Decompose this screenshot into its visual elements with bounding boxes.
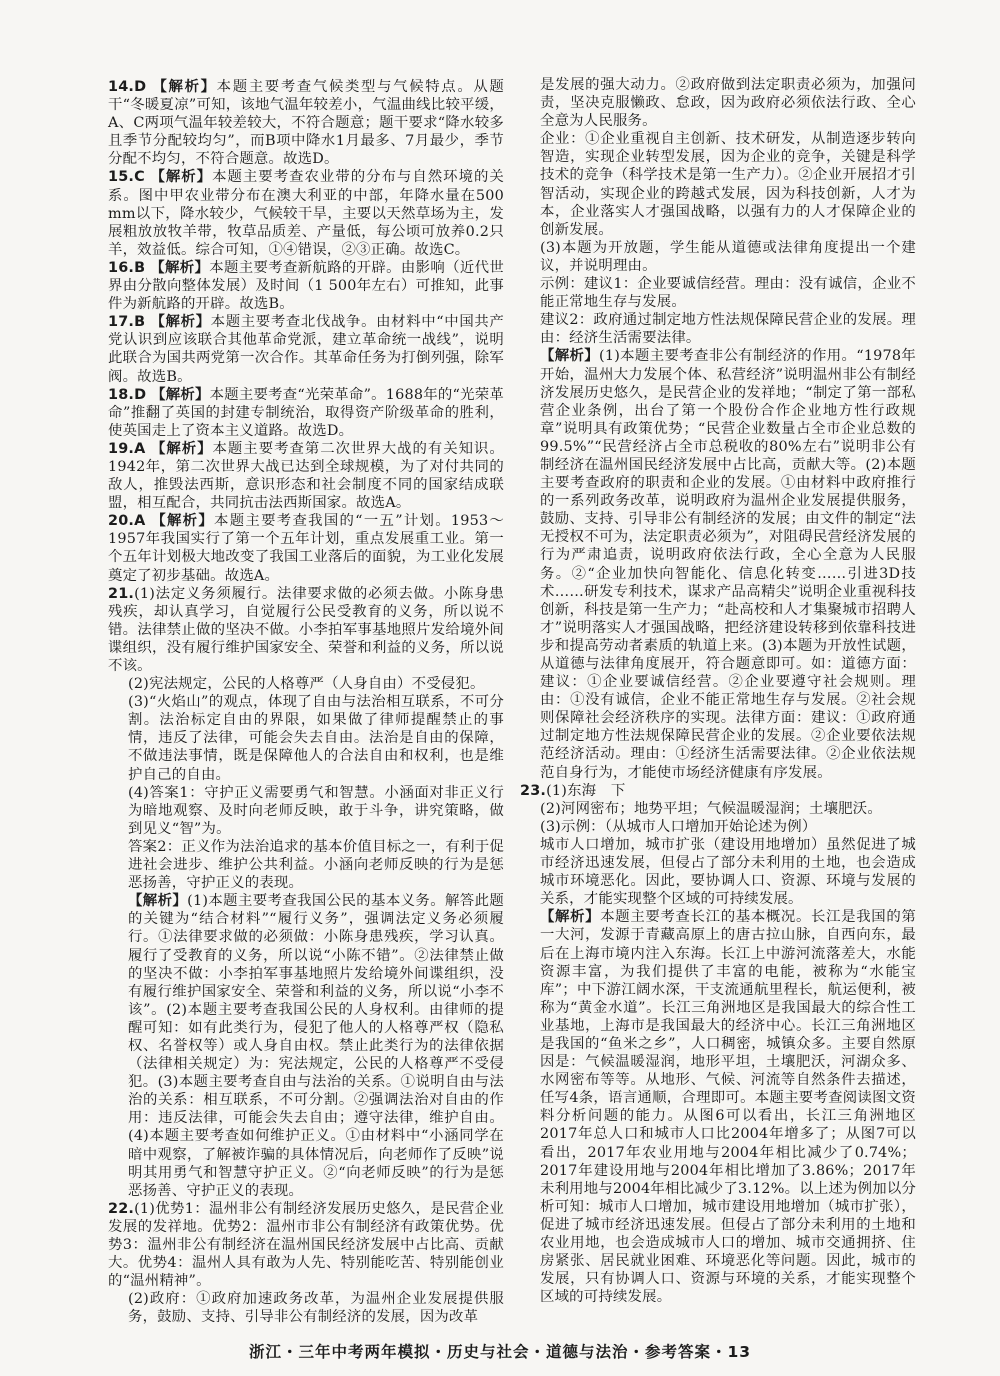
analysis-tag: 【解析】 [540, 347, 600, 365]
answer-text: 本题主要考查长江的基本概况。长江是我国的第一大河，发源于青藏高原上的唐古拉山脉，自西向东，最后在上海市境内注入东海。长江上中游河流落差大，水能资源丰富，为我们提供了丰富的电能，被称为“水能宝库”；中下游江阔水深，干支流通航里程长，航运便利，被称为“黄金水道”。长江三角洲地区是我国最大的综合性工业基地，上海市是我国最大的经济中心。长江三角洲地区是我国的“鱼米之乡”，人口稠密，城镇众多。主要自然原因是：气候温暖湿润，地形平坦，土壤肥沃，河湖众多、水网密布等等。从地形、气候、河流等自然条件去描述，任写4条，语言通顺，合理即可。本题主要考查阅读图文资料分析问题的能力。从图6可以看出，长江三角洲地区2017年总人口和城市人口比2004年增多了；从图7可以看出，2017年农业用地与2004年相比减少了0.74%；2017年建设用地与2004年相比增加了3.86%；2017年未利用地与2004年相比减少了3.12%。以上述为例加以分析可知：城市人口增加，城市建设用地增加（城市扩张），促进了城市经济迅速发展。但侵占了部分未利用的土地和农业用地，也会造成城市人口的增加、城市交通拥挤、住房紧张、居民就业困难、环境恶化等问题。因此，城市的发展，只有协调人口、资源与环境的关系，才能实现整个区域的可持续发展。 [540, 909, 916, 1306]
answer-text: (1)东海 下 [546, 782, 626, 799]
answer-paragraph [520, 130, 916, 239]
answer-text: 示例：建议1：企业要诚信经营。理由：没有诚信，企业不能正常地生存与发展。 [540, 276, 916, 311]
analysis-tag: 【解析】 [150, 168, 213, 186]
answer-paragraph [108, 78, 504, 168]
answer-text: (1)法定义务须履行。法律要求做的必须去做。小陈身患残疾，却认真学习，自觉履行公民受教育的义务，所以说不错。法律禁止做的坚决不做。小李拍军事基地照片发给境外间谍组织，没有履行维护国家安全、荣誉和利益的义务，所以说不该。 [108, 585, 504, 674]
analysis-tag: 【解析】 [150, 313, 211, 331]
question-number: 19. [108, 440, 135, 457]
answer-text: 建议2：政府通过制定地方性法规保障民营企业的发展。理由：经济生活需要法律。 [540, 312, 916, 347]
answer-text: (3)本题为开放题，学生能从道德或法律角度提出一个建议，并说明理由。 [540, 239, 916, 274]
question-number: 17. [108, 314, 135, 331]
answer-letter: D [134, 79, 147, 95]
question-number: 22. [108, 1200, 135, 1217]
answer-paragraph [108, 1290, 504, 1326]
analysis-tag: 【解析】 [151, 385, 210, 403]
answer-text: 本题主要考查农业带的分布与自然环境的关系。图中甲农业带分布在澳大利亚的中部，年降水量在500 mm以下，降水较少，气候较干旱，主要以天然草场为主，发展粗放放牧羊带，牧草品质差、产量低，每公顷可放养0.2只羊，效益低。综合可知，①④错误，②③正确。故选C。 [108, 169, 504, 258]
answer-paragraph [108, 892, 504, 1200]
answer-text: 本题主要考查气候类型与气候特点。从题干“冬暖夏凉”可知，该地气温年较差小，气温曲线比较平缓，A、C两项气温年较差较大，不符合题意；题干要求“降水较多且季节分配较均匀”，而B项中降水1月最多、7月最少，季节分配不均匀，不符合题意。故选D。 [108, 79, 504, 168]
page-footer [0, 1340, 1000, 1362]
answer-paragraph [520, 818, 916, 836]
left-column [108, 78, 504, 1326]
question-number: 16. [108, 259, 135, 276]
answer-text: (2)政府：①政府加速政务改革，为温州企业发展提供服务，鼓励、支持、引导非公有制经济的发展，因为改革 [128, 1291, 504, 1326]
answer-paragraph [108, 838, 504, 892]
answer-paragraph [108, 693, 504, 783]
answer-text: (2)河网密布；地势平坦；气候温暖湿润；土壤肥沃。 [540, 800, 882, 817]
answer-text: 本题主要考查“光荣革命”。1688年的“光荣革命”推翻了英国的封建专制统治，取得资产阶级革命的胜利，使英国走上了资本主义道路。故选D。 [108, 386, 504, 439]
answer-text: 城市人口增加，城市扩张（建设用地增加）虽然促进了城市经济迅速发展，但侵占了部分未利用的土地，也会造成城市环境恶化。因此，要协调人口、资源、环境与发展的关系，才能实现整个区域的可持续发展。 [540, 836, 916, 908]
answer-paragraph [108, 259, 504, 313]
answer-paragraph [520, 800, 916, 818]
answer-paragraph [520, 347, 916, 781]
answer-text: (1)优势1：温州非公有制经济发展历史悠久，是民营企业发展的发祥地。优势2：温州市非公有制经济有政策优势。优势3：温州非公有制经济在温州国民经济发展中占比高、贡献大。优势4：温州人具有敢为人先、特别能吃苦、特别能创业的“温州精神”。 [108, 1200, 504, 1290]
answer-text: 答案2：正义作为法治追求的基本价值目标之一，有利于促进社会进步、维护公共利益。小涵向老师反映的行为是惩恶扬善，守护正义的表现。 [128, 838, 504, 892]
question-number: 14. [108, 79, 135, 95]
answer-letter: B [134, 259, 146, 276]
answer-text: (2)宪法规定，公民的人格尊严（人身自由）不受侵犯。 [128, 676, 485, 693]
answer-paragraph [520, 836, 916, 908]
answer-paragraph [520, 76, 916, 130]
answer-letter: D [134, 386, 147, 403]
answer-letter: C [134, 169, 145, 186]
question-number: 15. [108, 169, 135, 186]
answer-text: (1)本题主要考查非公有制经济的作用。“1978年开始，温州大力发展个体、私营经济”说明温州非公有制经济发展历史悠久，是民营企业的发祥地；“制定了第一部私营企业条例，出台了第一个股份合作企业地方性行政规章”说明具有政策优势；“民营企业数量占全市企业总数的99.5%”“民营经济占全市总税收的80%左右”说明非公有制经济在温州国民经济发展中占比高，贡献大等。(2)本题主要考查政府的职责和企业的发展。①由材料中政府推行的一系列政务改革，说明政府为温州企业发展提供服务，鼓励、支持、引导非公有制经济的发展；由文件的制定“法无授权不可为，法定职责必须为”，对阻碍民营经济发展的行为严肃追责，说明政府依法行政，全心全意为人民服务。②“企业加快向智能化、信息化转变……引进3D技术……研发专利技术，谋求产品高精尖”说明企业重视科技创新，科技是第一生产力；“赴高校和人才集聚城市招聘人才”说明落实人才强国战略，把经济建设转移到依靠科技进步和提高劳动者素质的轨道上来。(3)本题为开放性试题，从道德与法律角度展开，符合题意即可。如：道德方面：建议：①企业要诚信经营。②企业要遵守社会规则。理由：①没有诚信，企业不能正常地生存与发展。②社会规则保障社会经济秩序的实现。法律方面：建议：①政府通过制定地方性法规保障民营企业的发展。②企业要依法规范经济活动。理由：①经济生活需要法律。②企业依法规范自身行为，才能使市场经济健康有序发展。 [540, 348, 916, 781]
answer-text: 本题主要考查我国的“一五”计划。1953～1957年我国实行了第一个五年计划，重点发展重工业。第一个五年计划极大地改变了我国工业落后的面貌，为工业化发展奠定了初步基础。故选A。 [108, 513, 504, 584]
analysis-tag: 【解析】 [540, 908, 601, 926]
answer-paragraph [108, 512, 504, 584]
answer-text: (3)示例：（从城市人口增加开始论述为例） [540, 818, 817, 835]
answer-paragraph [108, 440, 504, 512]
answer-paragraph [108, 168, 504, 258]
answer-text: 本题主要考查第二次世界大战的有关知识。1942年，第二次世界大战已达到全球规模，为了对付共同的敌人，推毁法西斯，意识形态和社会制度不同的国家结成联盟，相互配合，共同抗击法西斯国家。故选A。 [108, 440, 504, 512]
answer-letter: B [134, 314, 146, 331]
answer-paragraph [108, 386, 504, 440]
answer-text: (4)答案1：守护正义需要勇气和智慧。小涵面对非正义行为暗地观察、及时向老师反映，敢于斗争，讲究策略，做到见义“智”为。 [128, 784, 504, 837]
answer-text: 企业：①企业重视自主创新、技术研发，从制造逐步转向智造，实现企业转型发展，因为企业的竞争，关键是科学技术的竞争（科学技术是第一生产力）。②企业开展招才引智活动，实现企业的跨越式发展，因为科技创新，人才为本，企业落实人才强国战略，以强有力的人才保障企业的创新发展。 [540, 131, 916, 238]
footer-title: 浙江・三年中考两年模拟・历史与社会・道德与法治・参考答案・ [248, 1343, 728, 1361]
right-column [520, 76, 916, 1306]
answer-paragraph [108, 585, 504, 675]
answer-letter: A [134, 513, 146, 530]
analysis-tag: 【解析】 [152, 78, 217, 95]
answer-paragraph [108, 675, 504, 693]
question-number: 20. [108, 513, 135, 530]
answer-paragraph [520, 782, 916, 800]
answer-paragraph [108, 313, 504, 385]
answer-paragraph [520, 311, 916, 347]
answer-paragraph [520, 275, 916, 311]
answer-paragraph [108, 784, 504, 838]
answer-text: (1)本题主要考查我国公民的基本义务。解答此题的关键为“结合材料”“履行义务”，强调法定义务必须履行。①法律要求做的必须做：小陈身患残疾，学习认真。履行了受教育的义务，所以说“小陈不错”。②法律禁止做的坚决不做：小李拍军事基地照片发给境外间谍组织，没有履行维护国家安全、荣誉和利益的义务，所以说“小李不该”。(2)本题主要考查我国公民的人身权利。由律师的提醒可知：如有此类行为，侵犯了他人的人格尊严权（隐私权、名誉权等）或人身自由权。禁止此类行为的法律依据（法律相关规定）为：宪法规定，公民的人格尊严不受侵犯。(3)本题主要考查自由与法治的关系。①说明自由与法治的关系：相互联系，不可分割。②强调法治对自由的作用：违反法律，可能会失去自由；遵守法律，维护自由。(4)本题主要考查如何维护正义。①由材料中“小涵同学在暗中观察，了解被诈骗的具体情况后，向老师作了反映”说明其用勇气和智慧守护正义。②“向老师反映”的行为是惩恶扬善、守护正义的表现。 [128, 893, 504, 1199]
answer-text: 本题主要考查新航路的开辟。由影响（近代世界由分散向整体发展）及时间（1 500年左右）可推知，此事件为新航路的开辟。故选B。 [108, 259, 504, 313]
analysis-tag: 【解析】 [151, 439, 213, 457]
question-number: 18. [108, 386, 135, 403]
question-number: 23. [520, 782, 547, 799]
answer-paragraph [108, 1200, 504, 1290]
answer-text: 是发展的强大动力。②政府做到法定职责必须为，加强问责，坚决克服懒政、怠政，因为政府必须依法行政、全心全意为人民服务。 [540, 77, 916, 130]
answer-text: 本题主要考查北伐战争。由材料中“中国共产党认识到应该联合其他革命党派，建立革命统一战线”，说明此联合为国共两党第一次合作。其革命任务为打倒列强，除军阀。故选B。 [108, 314, 504, 385]
answer-paragraph [520, 908, 916, 1306]
page-number: 13 [727, 1343, 752, 1361]
answer-paragraph [520, 239, 916, 275]
question-number: 21. [108, 585, 135, 602]
analysis-tag: 【解析】 [128, 892, 188, 910]
analysis-tag: 【解析】 [151, 512, 215, 530]
answer-letter: A [134, 440, 146, 457]
analysis-tag: 【解析】 [150, 258, 210, 276]
answer-text: (3)“火焰山”的观点，体现了自由与法治相互联系，不可分割。法治标定自由的界限，如果做了律师提醒禁止的事情，违反了法律，可能会失去自由。法治是自由的保障，不做违法事情，既是保障他人的合法自由和权利，也是维护自己的自由。 [128, 694, 504, 783]
